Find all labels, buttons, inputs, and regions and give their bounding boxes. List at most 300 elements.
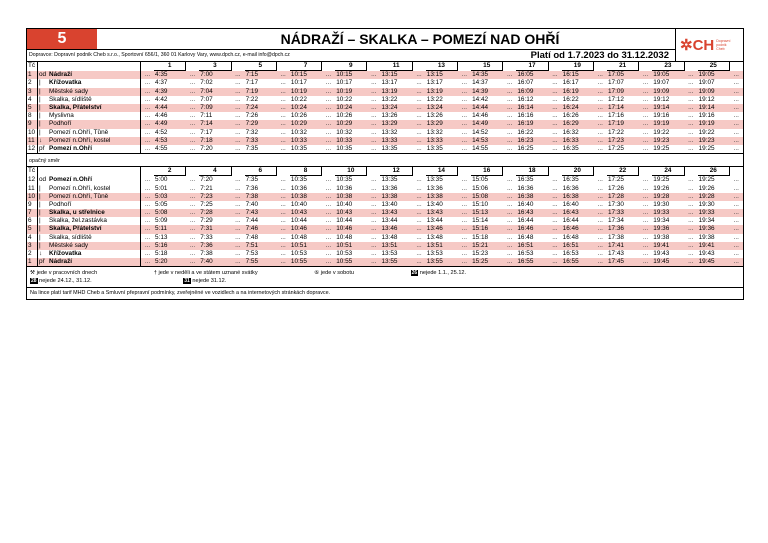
departure-time: 16:16 [517, 112, 534, 120]
departure-time: 13:29 [426, 120, 458, 128]
departure-time: 19:36 [698, 225, 730, 233]
departure-time: 7:21 [200, 184, 213, 192]
dots: ... [548, 104, 562, 112]
stop-flag: | [38, 225, 49, 233]
dots: ... [144, 184, 151, 192]
departure-time: 19:28 [698, 193, 730, 201]
dots: ... [552, 128, 558, 136]
departure-time: 16:36 [562, 184, 579, 192]
departure-time: 7:17 [245, 79, 259, 87]
dots: ... [597, 128, 603, 136]
dots: ... [186, 88, 200, 96]
departure-time: 10:48 [290, 233, 307, 241]
dots: ... [730, 258, 744, 266]
departure-time: 5:11 [154, 225, 186, 233]
dots: ... [141, 258, 155, 266]
departure-time: 17:09 [607, 88, 639, 96]
departure-time: 10:35 [290, 144, 307, 152]
stop-name: Podhoří [48, 120, 141, 128]
departure-time: 16:55 [562, 258, 594, 266]
dots: ... [231, 137, 245, 145]
dots: ... [416, 79, 422, 87]
stop-name: Pomezí n.Ohří, Tůně [48, 129, 141, 137]
dots: ... [548, 88, 562, 96]
dots: ... [280, 250, 286, 258]
departure-time: 7:23 [199, 193, 231, 201]
departure-time: 16:40 [517, 200, 534, 208]
departure-time: 13:51 [426, 242, 458, 250]
dots: ... [186, 137, 200, 145]
tc-number: 12 [27, 145, 38, 153]
dots: ... [367, 225, 381, 233]
departure-time: 7:20 [200, 144, 213, 152]
dots: ... [325, 112, 332, 120]
dots: ... [144, 250, 151, 258]
stop-name: Pomezí n.Ohří, Tůně [48, 193, 141, 201]
train-number: 21 [607, 62, 639, 71]
departure-time: 16:46 [562, 225, 594, 233]
dots: ... [684, 193, 698, 201]
departure-time: 16:55 [516, 258, 548, 266]
stop-row [27, 225, 743, 233]
departure-time: 13:53 [381, 250, 398, 258]
departure-time: 10:53 [290, 250, 307, 258]
departure-time: 14:37 [472, 79, 489, 87]
dots: ... [322, 88, 336, 96]
dots: ... [367, 242, 381, 250]
dots: ... [684, 242, 698, 250]
legend-sundays: † jede v neděli a ve státem uznané svátky [153, 270, 258, 277]
departure-time: 13:51 [380, 242, 412, 250]
dots: ... [461, 144, 467, 152]
departure-time: 13:44 [426, 217, 443, 225]
dots: ... [506, 233, 513, 241]
departure-time: 7:46 [245, 225, 277, 233]
stop-name: Pomezí n.Ohří [48, 176, 141, 185]
departure-time: 13:26 [426, 112, 443, 120]
departure-time: 13:19 [380, 88, 412, 96]
dots: ... [461, 128, 467, 136]
departure-time: 4:52 [155, 128, 168, 136]
tc-number: 10 [27, 193, 38, 201]
departure-time: 16:17 [562, 79, 579, 87]
dots: ... [412, 120, 426, 128]
departure-time: 16:38 [516, 193, 548, 201]
dots: ... [371, 250, 377, 258]
departure-time: 7:40 [245, 200, 259, 208]
dots: ... [639, 193, 653, 201]
dots: ... [688, 184, 694, 192]
departure-time: 16:22 [562, 95, 579, 103]
dots: ... [322, 193, 336, 201]
dots: ... [186, 104, 200, 112]
departure-time: 13:36 [381, 184, 398, 192]
stop-row [27, 176, 743, 185]
legend-saturdays: ⑥ jede v sobotu [314, 270, 355, 277]
departure-time: 14:42 [472, 95, 489, 103]
departure-time: 16:35 [562, 144, 579, 152]
departure-time: 19:30 [698, 200, 715, 208]
dots: ... [189, 217, 196, 225]
departure-time: 7:02 [200, 79, 213, 87]
stop-row [27, 242, 743, 250]
departure-time: 16:33 [562, 137, 594, 145]
stop-row [27, 120, 743, 128]
departure-time: 13:40 [426, 200, 443, 208]
dots: ... [416, 184, 422, 192]
departure-time: 19:26 [653, 184, 670, 192]
dots: ... [639, 209, 653, 217]
stop-row [27, 234, 743, 242]
dots: ... [688, 233, 694, 241]
dots: ... [461, 217, 467, 225]
dots: ... [733, 184, 739, 192]
dots: ... [597, 200, 603, 208]
dots: ... [189, 95, 196, 103]
departure-time: 19:05 [652, 71, 684, 80]
departure-time: 19:38 [698, 233, 715, 241]
stop-row [27, 104, 743, 112]
dots: ... [548, 225, 562, 233]
departure-time: 19:36 [652, 225, 684, 233]
dots: ... [141, 120, 155, 128]
dots: ... [503, 104, 517, 112]
dots: ... [416, 95, 422, 103]
dots: ... [733, 217, 739, 225]
departure-time: 16:38 [562, 193, 594, 201]
dots: ... [325, 200, 332, 208]
departure-time: 7:51 [245, 242, 277, 250]
departure-time: 16:36 [517, 184, 534, 192]
dots: ... [506, 200, 513, 208]
departure-time: 7:07 [200, 95, 213, 103]
departure-time: 13:22 [381, 95, 398, 103]
departure-time: 14:35 [471, 71, 503, 80]
tc-number: 4 [27, 234, 38, 242]
departure-time: 17:45 [607, 258, 639, 266]
departure-time: 16:12 [517, 95, 534, 103]
dots: ... [642, 176, 649, 184]
dots: ... [730, 193, 744, 201]
dots: ... [733, 250, 739, 258]
dots: ... [235, 217, 241, 225]
dots: ... [688, 176, 694, 184]
dots: ... [593, 88, 607, 96]
departure-time: 13:53 [426, 250, 443, 258]
dots: ... [144, 176, 151, 184]
dots: ... [367, 209, 381, 217]
departure-time: 7:29 [200, 217, 213, 225]
dots: ... [730, 209, 744, 217]
dots: ... [552, 250, 558, 258]
departure-time: 13:33 [426, 137, 458, 145]
departure-time: 14:49 [471, 120, 503, 128]
dots: ... [503, 193, 517, 201]
departure-time: 13:35 [381, 176, 398, 184]
departure-time: 19:25 [653, 176, 670, 184]
departure-time: 10:17 [336, 79, 353, 87]
train-number: 10 [335, 167, 367, 176]
departure-time: 14:44 [471, 104, 503, 112]
departure-time: 7:44 [245, 217, 259, 225]
dots: ... [231, 225, 245, 233]
dots: ... [325, 184, 332, 192]
departure-time: 17:16 [607, 112, 624, 120]
departure-time: 19:34 [653, 217, 670, 225]
dots: ... [416, 176, 422, 184]
stop-name: Nádraží [48, 258, 141, 266]
dots: ... [367, 104, 381, 112]
departure-time: 16:35 [562, 176, 579, 184]
stop-name: Pomezí n.Ohří, kostel [48, 137, 141, 145]
dots: ... [506, 128, 513, 136]
dots: ... [642, 217, 649, 225]
dots: ... [141, 242, 155, 250]
dots: ... [231, 209, 245, 217]
departure-time: 7:48 [245, 233, 259, 241]
legend-26: 26 nejede 1.1., 25.12. [411, 270, 467, 277]
departure-time: 19:16 [653, 112, 670, 120]
stop-name: Nádraží [48, 71, 141, 80]
dots: ... [461, 233, 467, 241]
dots: ... [416, 144, 422, 152]
dots: ... [552, 176, 558, 184]
dots: ... [412, 242, 426, 250]
dots: ... [642, 112, 649, 120]
departure-time: 10:15 [290, 71, 322, 80]
train-number: 11 [380, 62, 412, 71]
departure-time: 16:44 [562, 217, 579, 225]
departure-time: 16:48 [517, 233, 534, 241]
departure-time: 19:14 [698, 104, 730, 112]
dots: ... [235, 233, 241, 241]
tc-number: 6 [27, 217, 38, 225]
train-number: 25 [698, 62, 730, 71]
departure-time: 10:35 [290, 176, 307, 184]
train-number: 12 [380, 167, 412, 176]
departure-time: 17:05 [607, 71, 639, 80]
departure-time: 15:05 [472, 176, 489, 184]
departure-time: 15:18 [472, 233, 489, 241]
departure-time: 10:19 [290, 88, 322, 96]
dots: ... [371, 184, 377, 192]
departure-time: 10:35 [336, 176, 353, 184]
dots: ... [458, 225, 472, 233]
dots: ... [235, 95, 241, 103]
departure-time: 17:25 [607, 144, 624, 152]
departure-time: 13:17 [381, 79, 398, 87]
stop-name: Městské sady [48, 88, 141, 96]
tc-number: 5 [27, 104, 38, 112]
departure-time: 10:33 [290, 137, 322, 145]
dots: ... [639, 120, 653, 128]
dots: ... [325, 79, 332, 87]
dots: ... [503, 225, 517, 233]
stop-flag: | [39, 200, 41, 208]
dots: ... [642, 250, 649, 258]
stop-flag: | [38, 209, 49, 217]
timetable-sheet [26, 28, 744, 300]
dots: ... [503, 209, 517, 217]
dots: ... [548, 71, 562, 80]
dots: ... [276, 225, 290, 233]
departure-time: 4:44 [154, 104, 186, 112]
dots: ... [189, 128, 196, 136]
departure-time: 16:29 [562, 120, 594, 128]
departure-time: 19:07 [698, 79, 715, 87]
stop-row [27, 137, 743, 145]
dots: ... [280, 144, 286, 152]
stop-row [27, 193, 743, 201]
dots: ... [639, 71, 653, 80]
dots: ... [506, 176, 513, 184]
departure-time: 5:01 [155, 184, 168, 192]
dots: ... [371, 95, 377, 103]
dots: ... [684, 137, 698, 145]
departure-time: 10:22 [336, 95, 353, 103]
departure-time: 19:41 [652, 242, 684, 250]
legend-28: 28 nejede 24.12., 31.12. [31, 278, 92, 285]
train-number: 1 [154, 62, 186, 71]
tc-number: 3 [27, 88, 38, 96]
departure-time: 17:41 [607, 242, 639, 250]
dots: ... [371, 233, 377, 241]
dots: ... [642, 79, 649, 87]
departure-time: 14:52 [472, 128, 489, 136]
dots: ... [412, 104, 426, 112]
departure-time: 19:19 [652, 120, 684, 128]
dots: ... [552, 200, 558, 208]
dots: ... [231, 104, 245, 112]
departure-time: 4:53 [154, 137, 186, 145]
dots: ... [597, 176, 603, 184]
departure-time: 19:12 [698, 95, 715, 103]
dots: ... [276, 193, 290, 201]
departure-time: 7:17 [200, 128, 213, 136]
dots: ... [503, 71, 517, 80]
dots: ... [461, 79, 467, 87]
stop-flag: | [39, 79, 41, 87]
tc-number: 9 [27, 120, 38, 128]
dots: ... [639, 104, 653, 112]
departure-time: 16:43 [516, 209, 548, 217]
departure-time: 7:31 [199, 225, 231, 233]
departure-time: 16:46 [516, 225, 548, 233]
stop-row [27, 71, 743, 80]
tc-number: 1 [27, 258, 38, 266]
departure-time: 16:22 [517, 128, 534, 136]
departure-time: 7:22 [245, 95, 259, 103]
train-number: 17 [516, 62, 548, 71]
dots: ... [231, 120, 245, 128]
departure-time: 7:25 [200, 200, 213, 208]
dots: ... [367, 88, 381, 96]
route-title: NÁDRAŽÍ – SKALKA – POMEZÍ NAD OHŘÍ [280, 31, 560, 47]
dots: ... [371, 217, 377, 225]
dots: ... [730, 137, 744, 145]
departure-time: 16:53 [562, 250, 579, 258]
dots: ... [367, 193, 381, 201]
dots: ... [730, 88, 744, 96]
departure-time: 14:39 [471, 88, 503, 96]
departure-time: 10:43 [290, 209, 322, 217]
train-number: 16 [471, 167, 503, 176]
stop-name: Podhoří [48, 201, 141, 209]
tc-number: 1 [27, 71, 38, 80]
operator-info: Dopravce: Dopravní podnik Cheb s.r.o., Sportovní 656/1, 360 01 Karlovy Vary, www.dpch.cz, e-mail info@dpch.cz [29, 52, 290, 58]
departure-time: 7:35 [245, 144, 259, 152]
departure-time: 13:55 [426, 258, 458, 266]
dots: ... [503, 137, 517, 145]
dots: ... [325, 128, 332, 136]
stop-flag: | [38, 104, 49, 112]
dots: ... [597, 144, 603, 152]
dots: ... [688, 128, 694, 136]
stop-name: Skalka, Přátelství [48, 225, 141, 233]
validity: Platí od 1.7.2023 do 31.12.2032 [530, 50, 669, 61]
departure-time: 7:33 [245, 137, 277, 145]
dots: ... [144, 217, 151, 225]
dots: ... [552, 184, 558, 192]
dots: ... [503, 258, 517, 266]
header [27, 29, 743, 50]
dots: ... [458, 209, 472, 217]
dots: ... [231, 193, 245, 201]
departure-time: 13:40 [381, 200, 398, 208]
train-number: 18 [516, 167, 548, 176]
departure-time: 7:28 [199, 209, 231, 217]
departure-time: 5:09 [155, 217, 168, 225]
dots: ... [371, 79, 377, 87]
stop-name: Myslivna [48, 112, 141, 120]
dots: ... [733, 112, 739, 120]
departure-time: 5:08 [154, 209, 186, 217]
stop-row [27, 201, 743, 209]
dots: ... [684, 258, 698, 266]
departure-time: 17:07 [607, 79, 624, 87]
departure-time: 16:14 [516, 104, 548, 112]
dots: ... [276, 120, 290, 128]
departure-time: 7:32 [245, 128, 259, 136]
stop-flag: př [38, 258, 49, 266]
stop-row [27, 88, 743, 96]
dots: ... [322, 104, 336, 112]
departure-time: 10:36 [336, 184, 353, 192]
departure-time: 7:36 [199, 242, 231, 250]
departure-time: 7:43 [245, 209, 277, 217]
dots: ... [371, 112, 377, 120]
dots: ... [593, 71, 607, 80]
dots: ... [688, 79, 694, 87]
dots: ... [412, 209, 426, 217]
departure-time: 5:16 [154, 242, 186, 250]
train-number: 7 [290, 62, 322, 71]
departure-time: 5:05 [155, 200, 168, 208]
dots: ... [730, 104, 744, 112]
dots: ... [367, 120, 381, 128]
dots: ... [733, 200, 739, 208]
departure-time: 4:37 [155, 79, 168, 87]
departure-time: 13:36 [426, 184, 443, 192]
departure-time: 17:12 [607, 95, 624, 103]
dots: ... [231, 258, 245, 266]
dots: ... [597, 233, 603, 241]
departure-time: 16:09 [516, 88, 548, 96]
departure-time: 10:55 [290, 258, 322, 266]
dots: ... [144, 79, 151, 87]
dots: ... [642, 95, 649, 103]
dots: ... [506, 184, 513, 192]
